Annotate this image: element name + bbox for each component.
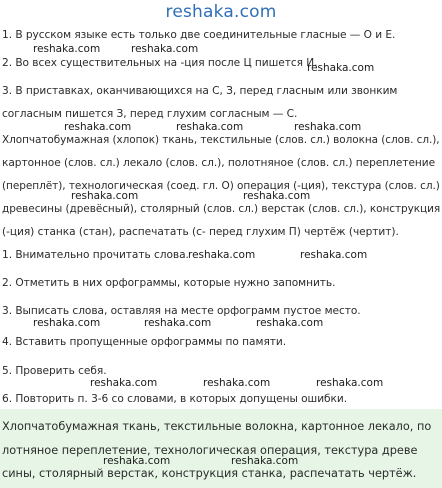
watermark: reshaka.com xyxy=(188,249,256,261)
answer-line-2: лотняное переплетение, технологическая операция, текстура древе xyxy=(2,444,418,457)
watermark: reshaka.com xyxy=(294,121,362,133)
rule-1: 1. В русском языке есть только две соединительные гласные — О и Е. xyxy=(2,29,396,41)
watermark: reshaka.com xyxy=(176,121,244,133)
answer-line-3: сины, столярный верстак, конструкция станка, распечатать чертёж. xyxy=(2,467,417,480)
watermark: reshaka.com xyxy=(103,455,171,467)
words-line-5: (-ция) станка (стан), распечатать (с- перед глухим П) чертёж (чертит). xyxy=(2,226,399,238)
watermark: reshaka.com xyxy=(71,190,139,202)
watermark: reshaka.com xyxy=(307,62,375,74)
watermark: reshaka.com xyxy=(144,317,212,329)
watermark: reshaka.com xyxy=(33,317,101,329)
step-3: 3. Выписать слова, оставляя на месте орфограмм пустое место. xyxy=(2,305,361,317)
step-1: 1. Внимательно прочитать слова. xyxy=(2,249,189,261)
site-title: reshaka.com xyxy=(165,2,277,22)
words-line-4: древесины (древёсный), столярный (слов. сл.) верстак (слов. сл.), конструкция xyxy=(2,203,441,215)
rule-2: 2. Во всех существительных на -ция после Ц пишется И. xyxy=(2,57,318,69)
watermark: reshaka.com xyxy=(33,43,101,55)
words-line-1: Хлопчатобумажная (хлопок) ткань, текстильные (слов. сл.) волокна (слов. сл.), xyxy=(2,134,440,146)
rule-3-line-2: согласным пишется З, перед глухим согласным — С. xyxy=(2,108,298,120)
watermark: reshaka.com xyxy=(243,190,311,202)
words-line-2: картонное (слов. сл.) лекало (слов. сл.), полотняное (слов. сл.) переплетение xyxy=(2,157,436,169)
step-2: 2. Отметить в них орфограммы, которые нужно запомнить. xyxy=(2,277,336,289)
watermark: reshaka.com xyxy=(90,377,158,389)
watermark: reshaka.com xyxy=(203,377,271,389)
rule-3-line-1: 3. В приставках, оканчивающихся на С, З, перед гласным или звонким xyxy=(2,85,398,97)
step-5: 5. Проверить себя. xyxy=(2,365,107,377)
watermark: reshaka.com xyxy=(256,317,324,329)
step-4: 4. Вставить пропущенные орфограммы по памяти. xyxy=(2,336,287,348)
watermark: reshaka.com xyxy=(231,455,299,467)
step-6: 6. Повторить п. 3-6 со словами, в которых допущены ошибки. xyxy=(2,393,348,405)
watermark: reshaka.com xyxy=(300,249,368,261)
watermark: reshaka.com xyxy=(131,43,199,55)
answer-line-1: Хлопчатобумажная ткань, текстильные волокна, картонное лекало, по xyxy=(2,420,432,433)
watermark: reshaka.com xyxy=(64,121,132,133)
words-line-3: (переплёт), технологическая (соед. гл. О) операция (-ция), текстура (слов. сл.) xyxy=(2,180,440,192)
watermark: reshaka.com xyxy=(316,377,384,389)
